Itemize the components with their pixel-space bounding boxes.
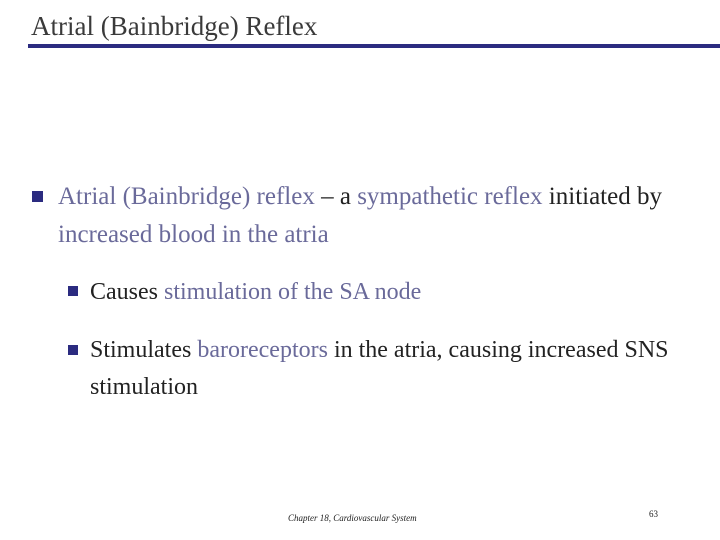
title-underline (28, 44, 720, 48)
bullet-text (68, 332, 688, 406)
square-bullet-icon (68, 345, 78, 355)
bullet-level1 (34, 178, 694, 254)
bullet-segment: stimulation of the SA node (164, 279, 422, 305)
bullet-level2 (68, 332, 688, 406)
bullet-segment: Atrial (Bainbridge) reflex (58, 183, 315, 210)
bullet-level2 (68, 273, 688, 311)
square-bullet-icon (32, 191, 43, 202)
bullet-text (34, 178, 694, 254)
bullet-segment: – a (314, 183, 358, 210)
square-bullet-icon (68, 286, 78, 296)
bullet-segment: increased blood in the atria (58, 221, 329, 248)
bullet-segment: Stimulates (90, 337, 198, 363)
slide-title: Atrial (Bainbridge) Reflex (31, 11, 318, 41)
footer-chapter: Chapter 18, Cardiovascular System (288, 513, 417, 523)
bullet-segment: initiated by (542, 183, 662, 210)
page-number: 63 (649, 509, 658, 519)
bullet-segment: baroreceptors (197, 337, 328, 363)
bullet-text (68, 273, 688, 311)
bullet-segment: in the atria, causing increased SNS stimulation (90, 337, 669, 400)
bullet-segment: Causes (90, 279, 164, 305)
bullet-segment: sympathetic reflex (357, 183, 543, 210)
